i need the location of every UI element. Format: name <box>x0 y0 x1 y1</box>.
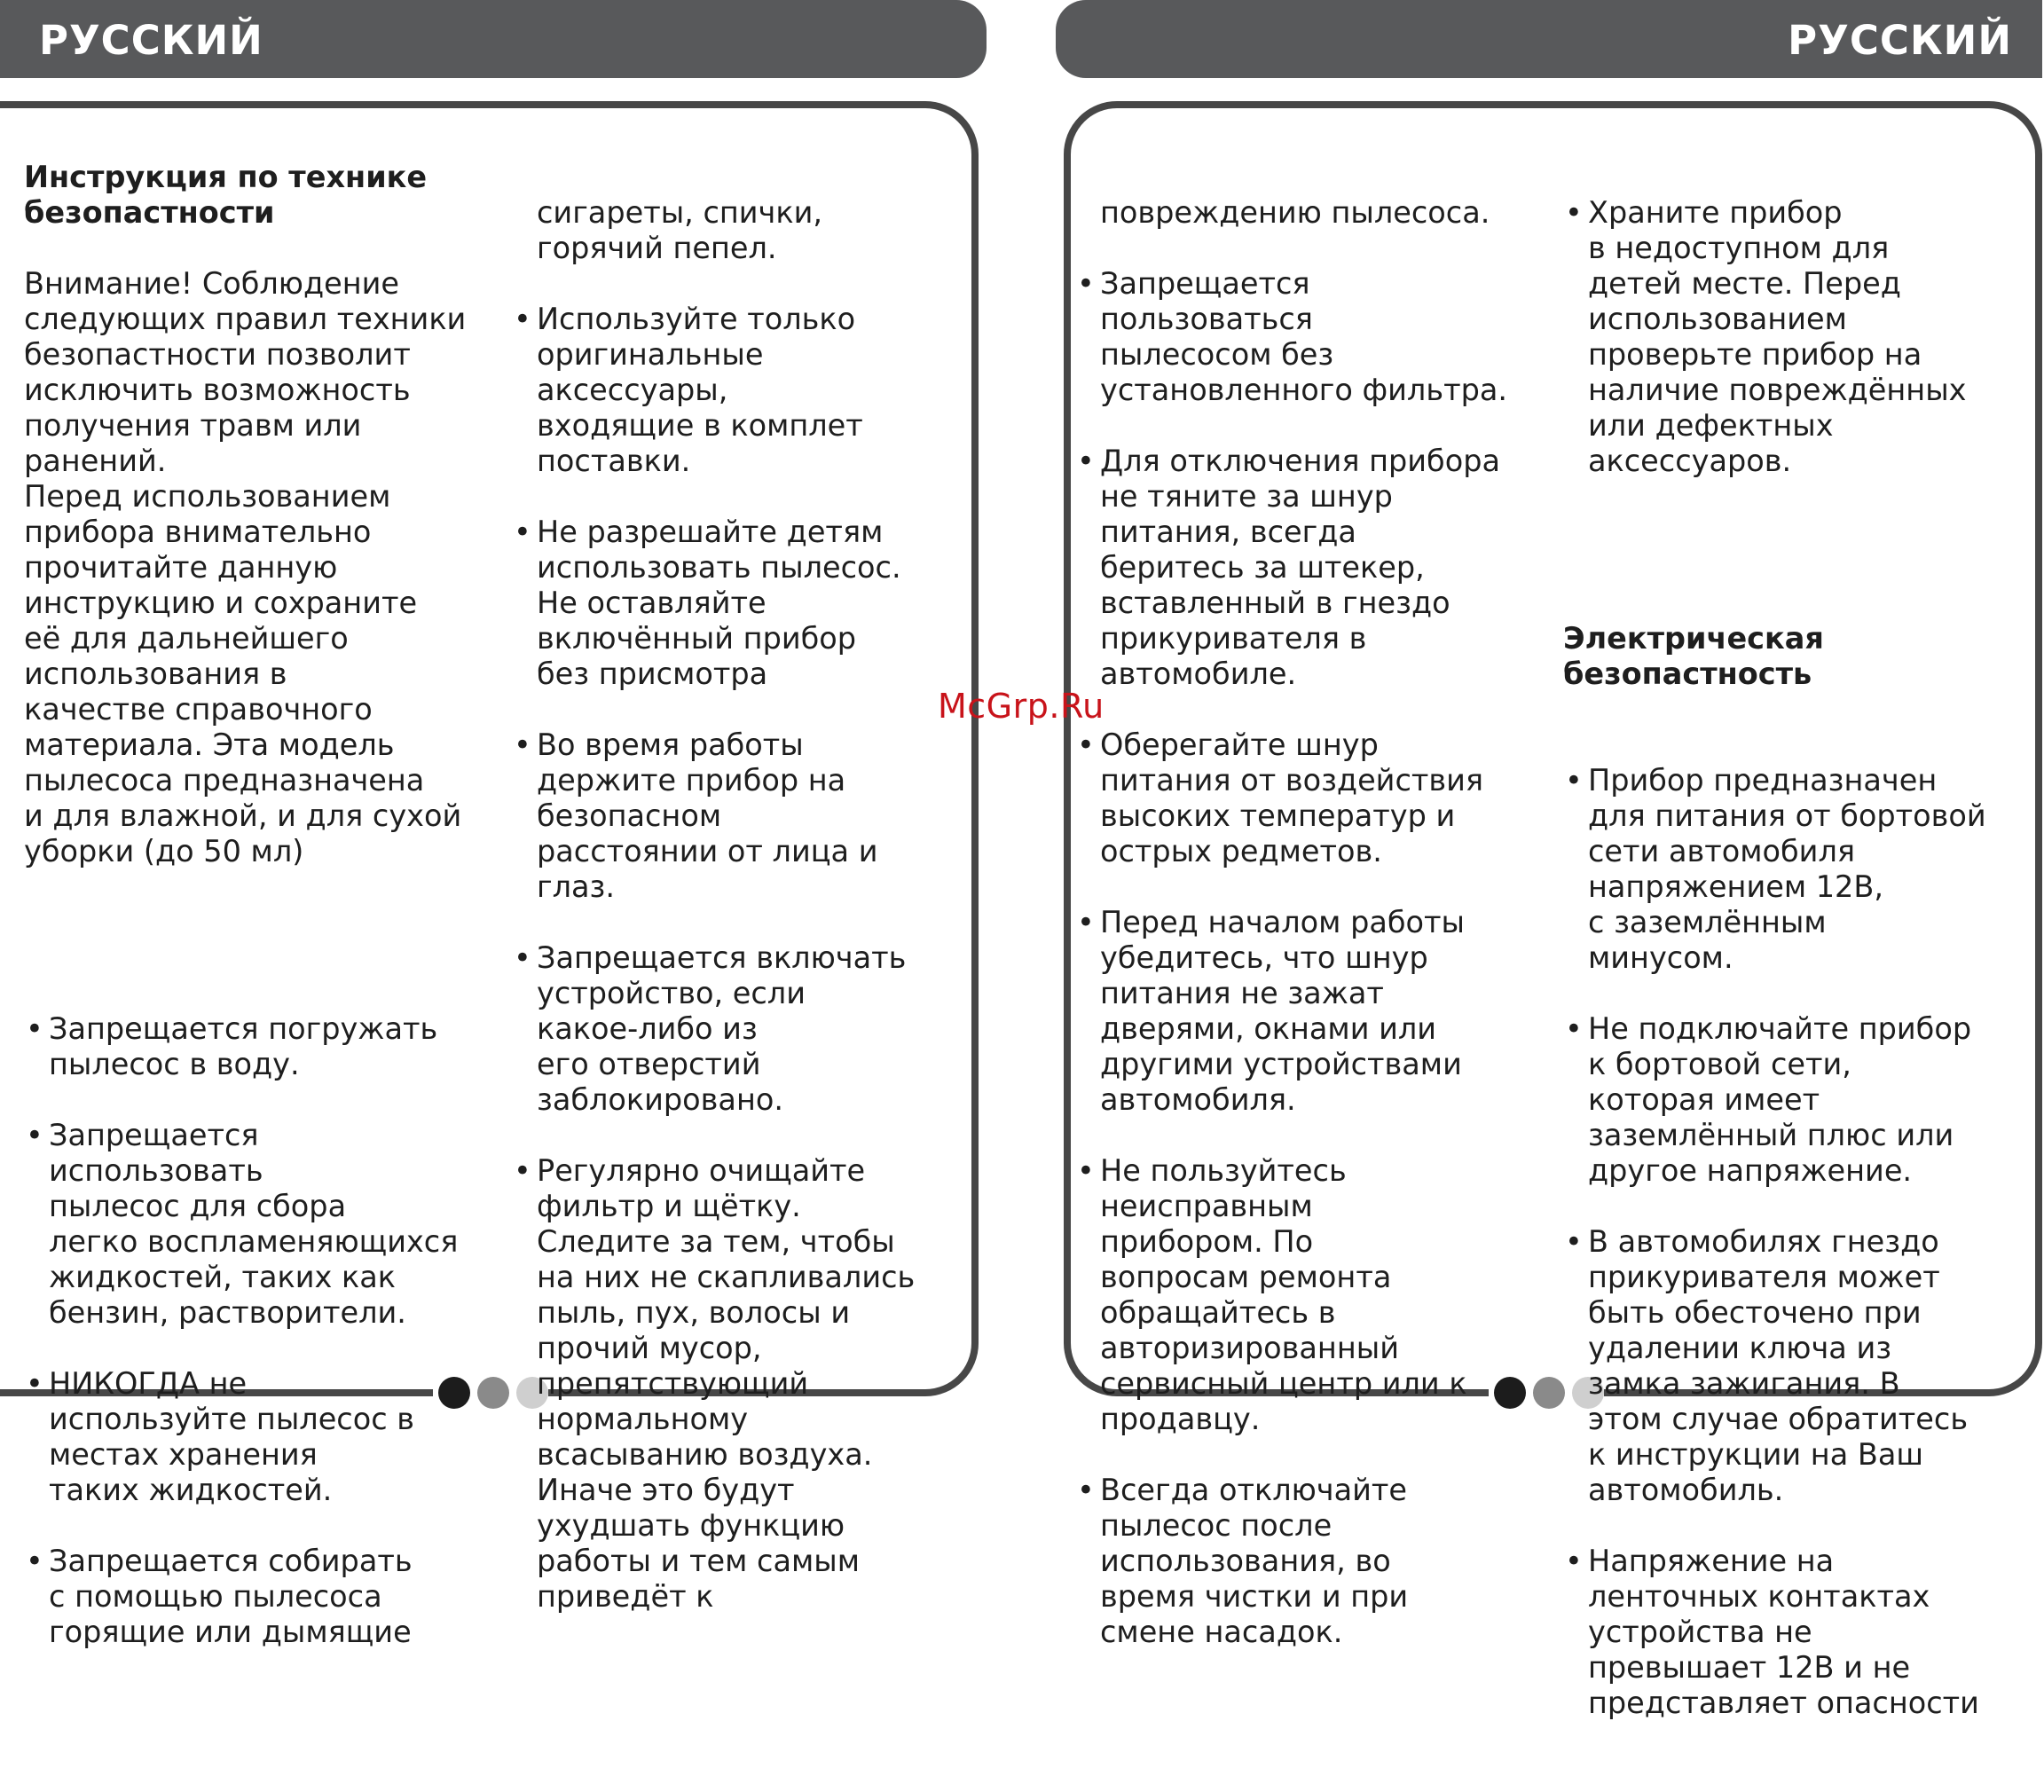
list-item: • Во время работы держите прибор на безопасном расстоянии от лица и глаз. <box>512 727 955 905</box>
electrical-safety-heading: Электрическая безопастность <box>1563 621 1824 691</box>
watermark: McGrp.Ru <box>938 687 1105 726</box>
electrical-safety-list <box>1563 727 2024 1757</box>
spacer <box>24 905 503 940</box>
list-item: • Для отключения прибора не тяните за шнур питания, всегда беритесь за штекер, вставленный в гнездо прикуривателя в автомобиле. <box>1075 444 1537 692</box>
safety-intro: Внимание! Соблюдение следующих правил техники безопастности позволит исключить возможность получения травм или ранений. Перед использованием прибора внимательно прочитайте данную инструкцию и сохраните её для дальнейшего использования в качестве справочного материала. Эта модель пылесоса предназначена и для влажной, и для сухой уборки (до 50 мл) <box>24 266 467 868</box>
column-3 <box>1075 124 1537 1721</box>
list-item: • Регулярно очищайте фильтр и щётку. Следите за тем, чтобы на них не скапливались пыль, пух, волосы и прочий мусор, препятствующий нормальному всасыванию воздуха. Иначе это будут ухудшать функцию работы и тем самым приведёт к <box>512 1153 955 1615</box>
left-language-banner: РУССКИЙ <box>0 0 987 78</box>
list-item-continuation <box>512 195 955 266</box>
list-item: • Перед началом работы убедитесь, что шнур питания не зажат дверями, окнами или другими устройствами автомобиля. <box>1075 905 1537 1118</box>
list-item: • Запрещается пользоваться пылесосом без установленного фильтра. <box>1075 266 1537 408</box>
list-item: • Запрещается погружать пылесос в воду. <box>24 1011 503 1082</box>
column-4 <box>1563 124 2024 1792</box>
list-item: • Напряжение на ленточных контактах устройства не превышает 12В и не представляет опасности <box>1563 1544 2024 1721</box>
safety-list-3 <box>1075 160 1537 1686</box>
column-2 <box>512 124 955 1686</box>
page-dot-2 <box>1533 1377 1565 1409</box>
list-item-continuation <box>1075 195 1537 231</box>
list-item: • Не разрешайте детям использовать пылесос. Не оставляйте включённый прибор без присмотра <box>512 515 955 692</box>
list-item: • Не подключайте прибор к бортовой сети, которая имеет заземлённый плюс или другое напряжение. <box>1563 1011 2024 1189</box>
safety-list-1 <box>24 976 503 1686</box>
list-item: • Запрещается собирать с помощью пылесоса горящие или дымящие <box>24 1544 503 1650</box>
list-item: • В автомобилях гнездо прикуривателя может быть обесточено при удалении ключа из замка зажигания. В этом случае обратитесь к инструкции на Ваш автомобиль. <box>1563 1224 2024 1508</box>
continuation-text: сигареты, спички, горячий пепел. <box>537 195 822 265</box>
safety-list-2 <box>512 160 955 1650</box>
right-language-banner: РУССКИЙ <box>1056 0 2042 78</box>
list-item: • НИКОГДА не используйте пылесос в местах хранения таких жидкостей. <box>24 1366 503 1508</box>
list-item: • Всегда отключайте пылесос после использования, во время чистки и при смене насадок. <box>1075 1473 1537 1650</box>
list-item: • Храните прибор в недоступном для детей месте. Перед использованием проверьте прибор на наличие повреждённых или дефектных аксессуаров. <box>1563 195 2024 479</box>
list-item: • Не пользуйтесь неисправным прибором. По вопросам ремонта обращайтесь в авторизированный сервисный центр или к продавцу. <box>1075 1153 1537 1437</box>
spacer <box>1563 550 2024 586</box>
list-item: • Используйте только оригинальные аксессуары, входящие в комплет поставки. <box>512 302 955 479</box>
list-item: • Запрещается использовать пылесос для сбора легко воспламеняющихся жидкостей, таких как бензин, растворители. <box>24 1118 503 1331</box>
safety-heading: Инструкция по технике безопастности <box>24 160 428 230</box>
safety-list-4 <box>1563 160 2024 515</box>
list-item: • Запрещается включать устройство, если какое-либо из его отверстий заблокировано. <box>512 940 955 1118</box>
list-item: • Прибор предназначен для питания от бортовой сети автомобиля напряжением 12В, с заземлённым минусом. <box>1563 763 2024 976</box>
list-item: • Оберегайте шнур питания от воздействия высоких температур и острых редметов. <box>1075 727 1537 869</box>
column-1 <box>24 124 503 1721</box>
continuation-text: повреждению пылесоса. <box>1100 195 1490 230</box>
